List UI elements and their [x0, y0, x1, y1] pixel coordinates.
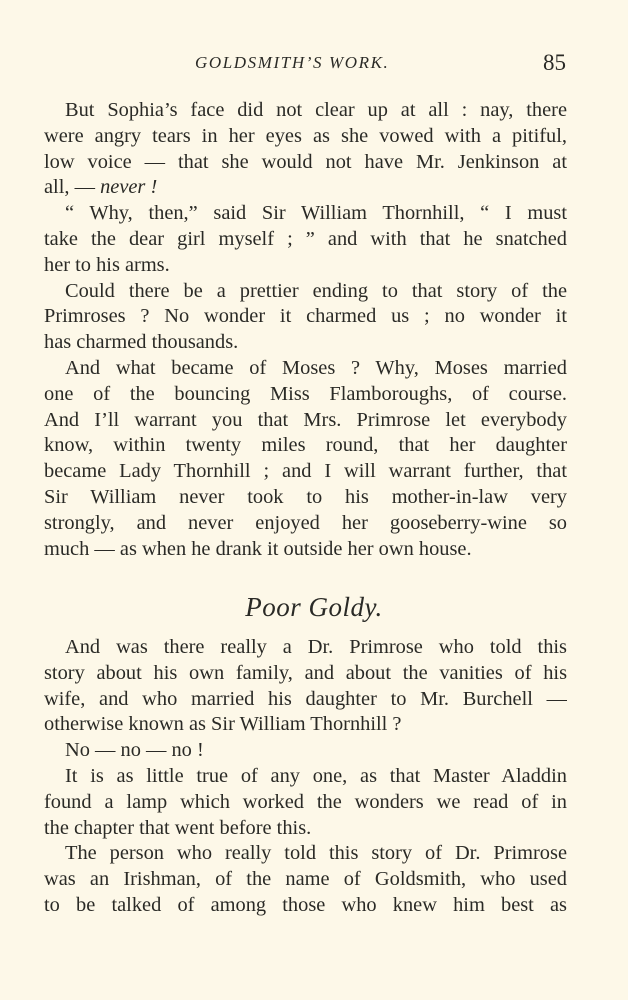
- text-line: Sir William never took to his mother-in-law very: [44, 486, 567, 508]
- text-line: became Lady Thornhill ; and I will warrant further, that: [44, 460, 567, 483]
- text-line: It is as little true of any one, as that Master Aladdin: [65, 765, 567, 787]
- text-line: take the dear girl myself ; ” and with that he snatched: [44, 228, 567, 250]
- text-line: And I’ll warrant you that Mrs. Primrose let everybody: [44, 408, 567, 431]
- text-line: story about his own family, and about the vanities of his: [44, 661, 567, 684]
- text-line: one of the bouncing Miss Flamboroughs, of course.: [44, 382, 567, 405]
- text-line: was an Irishman, of the name of Goldsmith, who used: [44, 868, 567, 891]
- text-line-emphasis: [44, 175, 567, 201]
- text-line: were angry tears in her eyes as she vowed with a pitiful,: [44, 124, 567, 147]
- text-line: strongly, and never enjoyed her gooseberry-wine so: [44, 511, 567, 534]
- text-line: And what became of Moses ? Why, Moses married: [65, 357, 567, 379]
- text-line: otherwise known as Sir William Thornhill ?: [44, 713, 402, 736]
- text-line: The person who really told this story of Dr. Primrose: [65, 842, 567, 865]
- text-line: But Sophia’s face did not clear up at all : nay, there: [65, 99, 567, 121]
- text-line: Primroses ? No wonder it charmed us ; no wonder it: [44, 305, 567, 328]
- text-line: much — as when he drank it outside her own house.: [44, 537, 472, 560]
- text-line: No — no — no !: [65, 739, 204, 762]
- text-line: know, within twenty miles round, that her daughter: [44, 434, 567, 457]
- text-line: to be talked of among those who knew him best as: [44, 894, 567, 916]
- text-line: “ Why, then,” said Sir William Thornhill, “ I must: [65, 202, 567, 225]
- text-line-emphasis-content: all, — never !: [44, 176, 158, 199]
- text-line: wife, and who married his daughter to Mr. Burchell —: [44, 687, 567, 710]
- text-line: low voice — that she would not have Mr. Jenkinson at: [44, 150, 567, 173]
- page-number: 85: [543, 50, 566, 75]
- emphasis-word: never !: [100, 176, 158, 199]
- text-line: found a lamp which worked the wonders we read of in: [44, 790, 567, 813]
- running-head: [0, 50, 628, 80]
- text-line: Could there be a prettier ending to that story of the: [65, 279, 567, 302]
- text-line: And was there really a Dr. Primrose who told this: [65, 636, 567, 658]
- section-heading: Poor Goldy.: [245, 592, 383, 622]
- running-title: GOLDSMITH’S WORK.: [195, 53, 390, 72]
- text-line: her to his arms.: [44, 253, 170, 276]
- text-line: has charmed thousands.: [44, 331, 239, 354]
- text-line: the chapter that went before this.: [44, 816, 312, 839]
